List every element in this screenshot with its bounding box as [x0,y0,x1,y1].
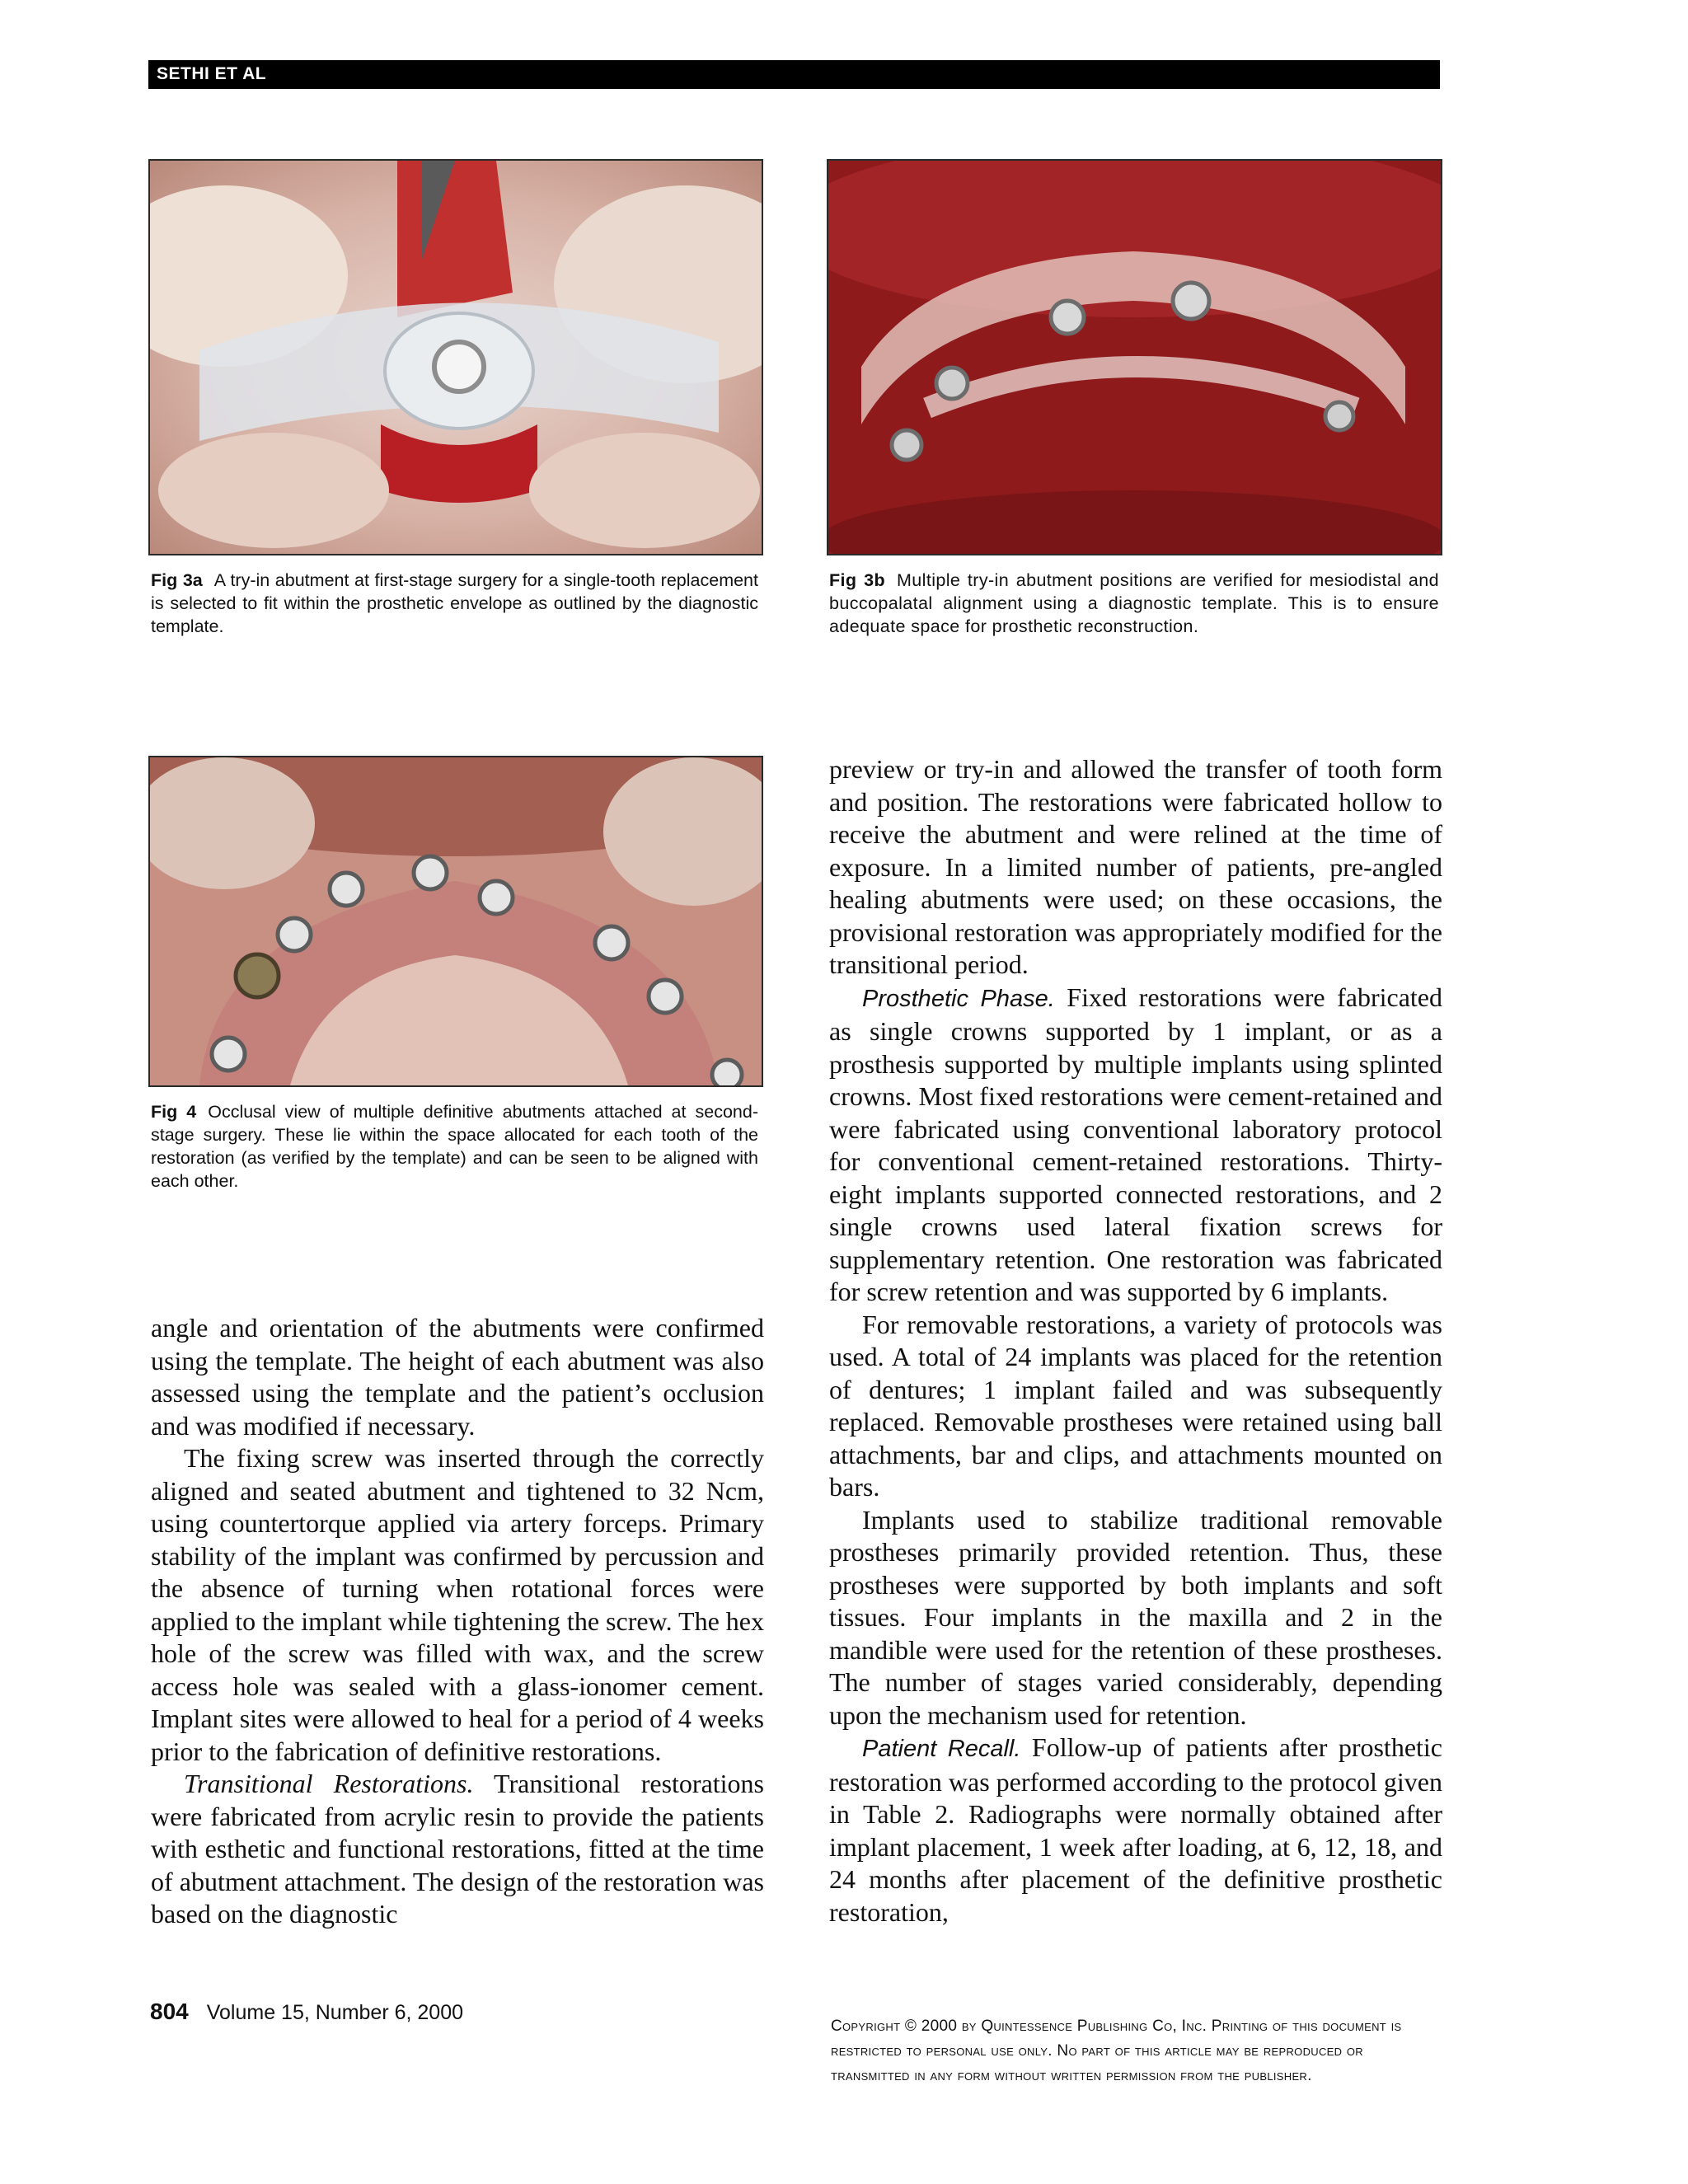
figure-4-photo [148,756,763,1087]
figure-3b-caption [829,569,1439,638]
left-paragraph-3 [151,1768,764,1931]
left-column-text [151,1312,764,1931]
copyright-notice: Copyright © 2000 by Quintessence Publishing Co, Inc. Printing of this document is restricted to personal use only. No part of this article may be reproduced or transmitted in any form without written permission from the publisher. [831,2018,1402,2084]
left-paragraph-1: angle and orientation of the abutments were confirmed using the template. The height of each abutment was also assessed using the template and the patient’s occlusion and was modified if necessary. [151,1313,764,1441]
page-footer [150,1999,463,2025]
figure-3b-photo [827,159,1442,555]
journal-issue: Volume 15, Number 6, 2000 [206,2001,464,2024]
running-head-bar [148,60,1440,89]
right-paragraph-2 [829,982,1442,1309]
left-paragraph-2: The fixing screw was inserted through the correctly aligned and seated abutment and tightened to 32 Ncm, using countertorque applied via artery forceps. Primary stability of the implant was confirmed by percussion and the absence of turning when rotational forces were applied to the implant while tightening the screw. The hex hole of the screw was filled with wax, and the screw access hole was sealed with a glass-ionomer cement. Implant sites were allowed to heal for a period of 4 weeks prior to the fabrication of definitive restorations. [151,1443,764,1766]
figure-4-caption [151,1100,758,1193]
right-paragraph-5-text: Follow-up of patients after prosthetic restoration was performed according to the protocol given in Table 2. Radiographs were normally obtained after implant placement, 1 week after loading, at 6, 12, 18, and 24 months after placement of the definitive prosthetic restoration, [829,1732,1442,1927]
right-paragraph-4: Implants used to stabilize traditional removable prostheses primarily provided retention. Thus, these prostheses were supported by both implants and soft tissues. Four implants in the maxilla and 2 in the mandible were used for the retention of these prostheses. The number of stages varied considerably, depending upon the mechanism used for retention. [829,1504,1442,1730]
left-paragraph-3-text: Transitional restorations were fabricated from acrylic resin to provide the patients with esthetic and functional restorations, fitted at the time of abutment attachment. The design of the restoration was based on the diagnostic [151,1769,765,1929]
figure-3b-caption-text: Multiple try-in abutment positions are verified for mesiodistal and buccopalatal alignment using a diagnostic template. This is to ensure adequate space for prosthetic reconstruction. [829,570,1439,636]
figure-3a-caption [151,569,758,638]
figure-3a-photo [148,159,763,555]
figure-4-label: Fig 4 [151,1102,197,1122]
section-heading-patient-recall: Patient Recall. [862,1736,1021,1762]
figure-3b-label: Fig 3b [829,570,885,590]
right-paragraph-2-text: Fixed restorations were fabricated as single crowns supported by 1 implant, or as a prosthesis supported by multiple implants using splinted crowns. Most fixed restorations were cement-retained and were fabricated using conventional laboratory protocol for conventional cement-retained restorations. Thirty-eight implants supported connected restorations, and 2 single crowns used lateral fixation screws for supplementary retention. One restoration was fabricated for screw retention and was supported by 6 implants. [829,982,1443,1306]
right-paragraph-5 [829,1732,1442,1929]
figure-3a-label: Fig 3a [151,570,203,590]
right-paragraph-1: preview or try-in and allowed the transfer of tooth form and position. The restorations were fabricated hollow to receive the abutment and were relined at the time of exposure. In a limited number of patients, pre-angled healing abutments were used; on these occasions, the provisional restoration was appropriately modified for the transitional period. [829,754,1442,979]
section-heading-prosthetic-phase: Prosthetic Phase. [862,985,1055,1012]
figure-4-caption-text: Occlusal view of multiple definitive abutments attached at second-stage surgery. These lie within the space allocated for each tooth of the restoration (as verified by the template) and can be seen to be aligned with each other. [151,1102,758,1191]
running-head: SETHI ET AL [157,64,267,83]
page-number: 804 [150,1999,189,2024]
right-paragraph-3: For removable restorations, a variety of protocols was used. A total of 24 implants was placed for the retention of dentures; 1 implant failed and was subsequently replaced. Removable prostheses were retained using ball attachments, bar and clips, and attachments mounted on bars. [829,1309,1442,1502]
section-heading-transitional-restorations: Transitional Restorations. [184,1769,474,1798]
figure-3a-caption-text: A try-in abutment at first-stage surgery for a single-tooth replacement is selected to fit within the prosthetic envelope as outlined by the diagnostic template. [151,570,758,636]
right-column-text [829,753,1442,1929]
